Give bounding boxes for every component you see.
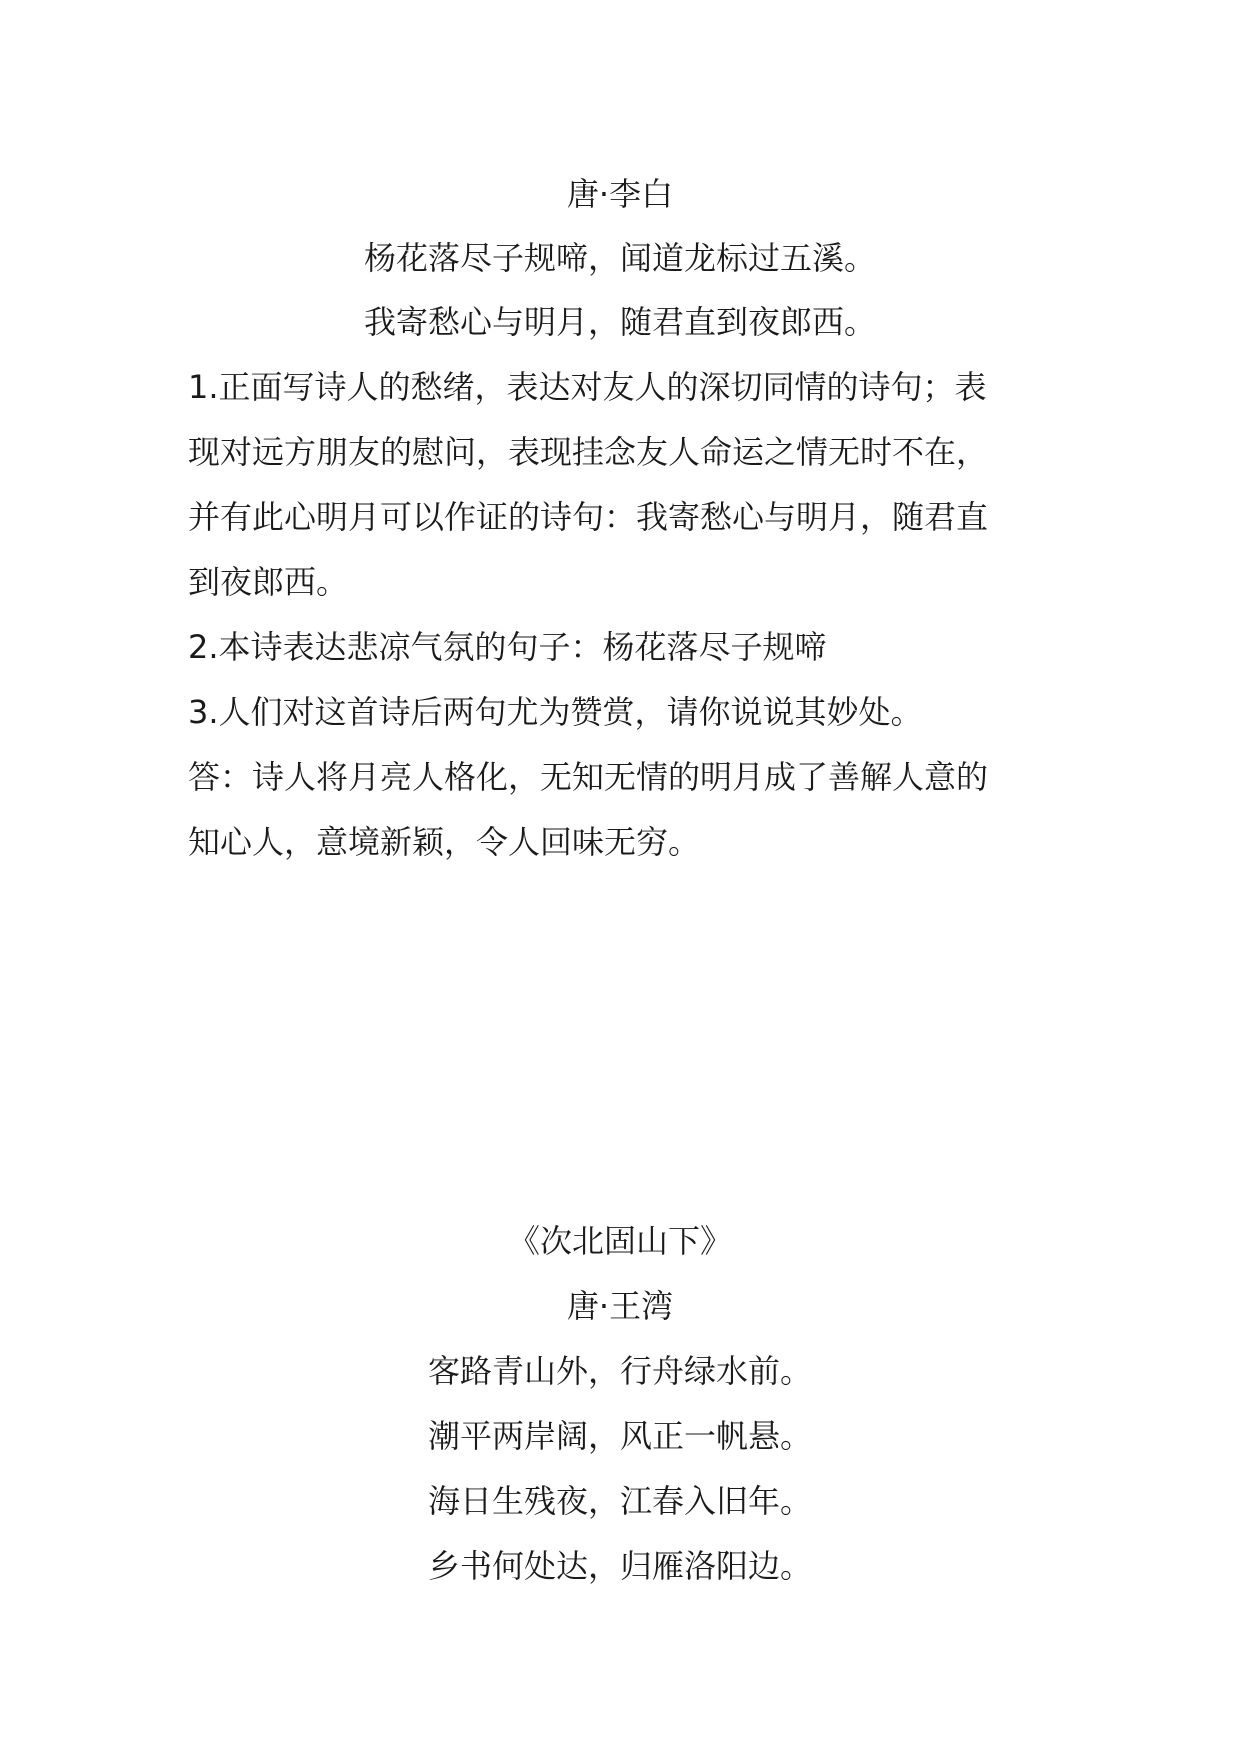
poem1-author: 唐·李白 — [566, 175, 674, 213]
answer-line-1: 答：诗人将月亮人格化，无知无情的明月成了善解人意的 — [188, 758, 989, 796]
poem2-line-1: 客路青山外，行舟绿水前。 — [427, 1352, 812, 1390]
poem2-line-2: 潮平两岸阔，风正一帆悬。 — [427, 1417, 812, 1455]
poem2-author: 唐·王湾 — [566, 1287, 674, 1325]
question-1-line-1: 1.正面写诗人的愁绪，表达对友人的深切同情的诗句；表 — [188, 368, 987, 406]
question-2: 2.本诗表达悲凉气氛的句子：杨花落尽子规啼 — [188, 628, 827, 666]
poem1-line-2: 我寄愁心与明月，随君直到夜郎西。 — [363, 303, 876, 341]
poem2-line-4: 乡书何处达，归雁洛阳边。 — [427, 1547, 812, 1585]
poem2-line-3: 海日生残夜，江春入旧年。 — [427, 1482, 812, 1520]
poem1-line-1: 杨花落尽子规啼，闻道龙标过五溪。 — [363, 239, 876, 277]
answer-line-2: 知心人，意境新颖，令人回味无穷。 — [188, 823, 701, 861]
question-3: 3.人们对这首诗后两句尤为赞赏，请你说说其妙处。 — [188, 693, 923, 731]
poem2-title: 《次北固山下》 — [507, 1222, 732, 1260]
question-1-line-4: 到夜郎西。 — [188, 563, 349, 601]
question-1-line-2: 现对远方朋友的慰问，表现挂念友人命运之情无时不在， — [188, 433, 989, 471]
question-1-line-3: 并有此心明月可以作证的诗句：我寄愁心与明月，随君直 — [188, 498, 989, 536]
